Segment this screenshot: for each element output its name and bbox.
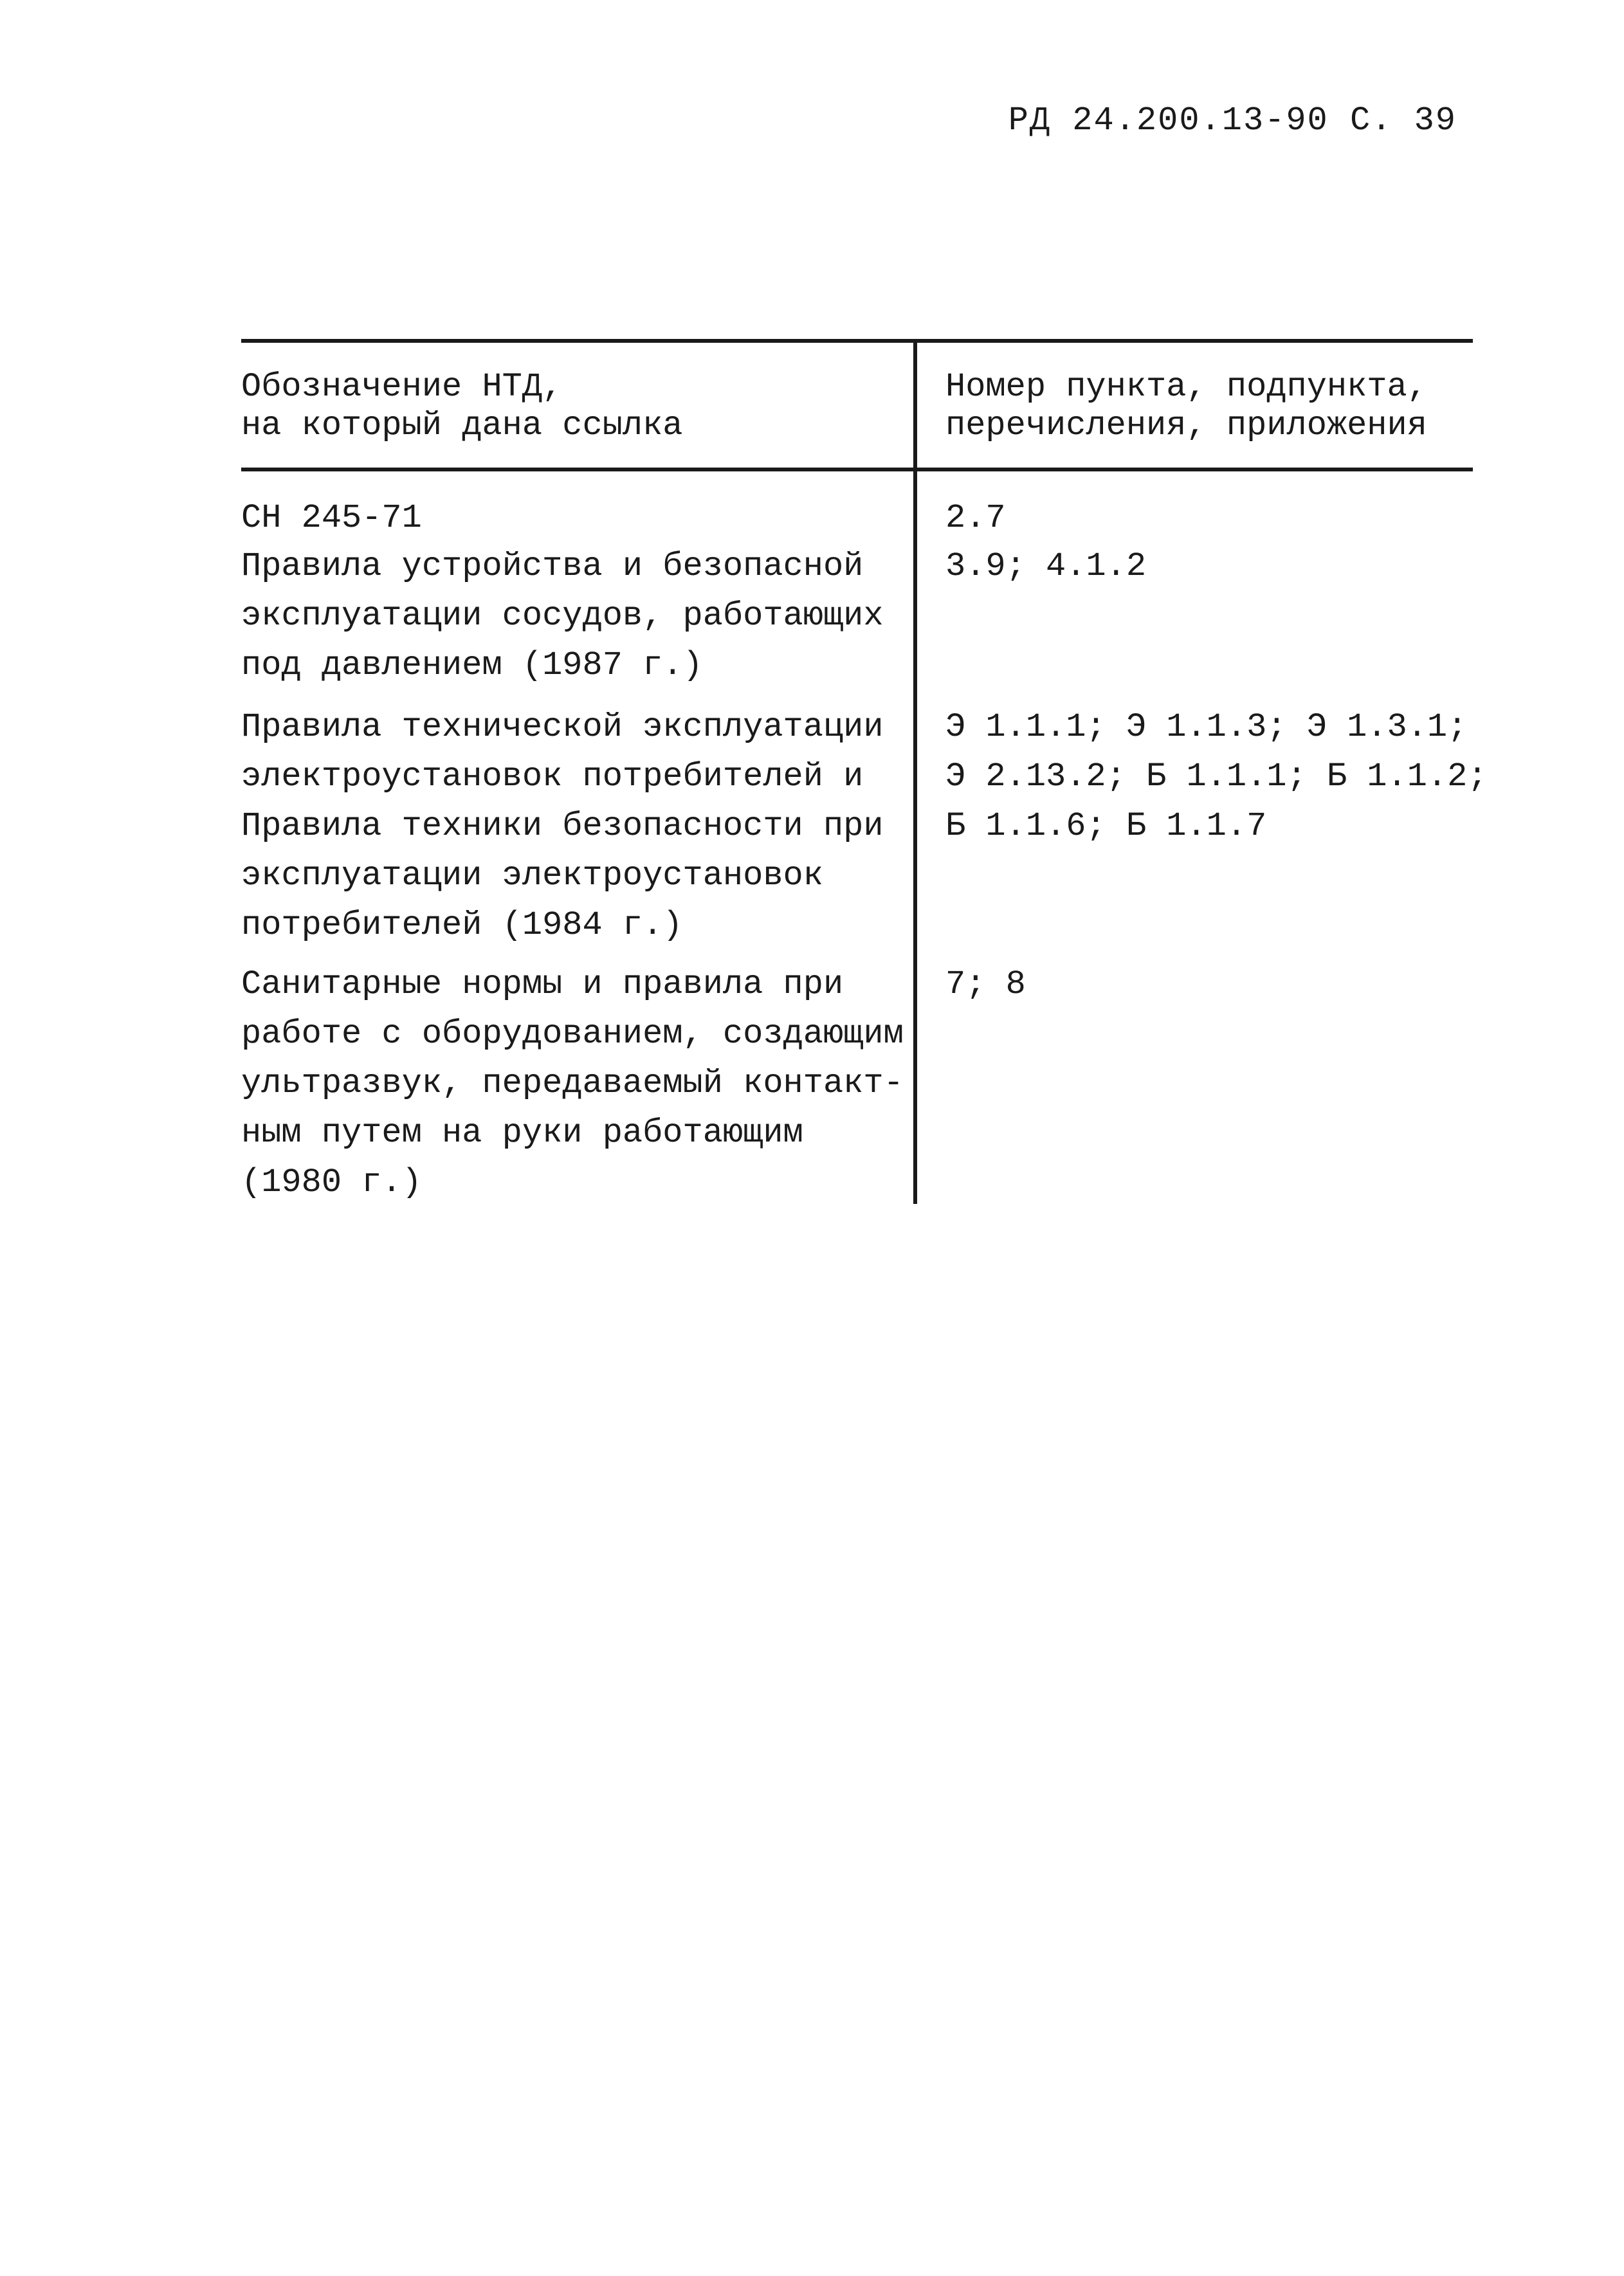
ref-line: 2.7: [945, 499, 1006, 537]
header-cell-document: [241, 368, 683, 445]
header-cell-clause: [945, 368, 1427, 445]
page-header: РД 24.200.13-90 С. 39: [1008, 102, 1457, 140]
ref-line: Э 1.1.1; Э 1.1.3; Э 1.3.1;: [945, 708, 1468, 746]
table-top-rule: [241, 339, 1473, 343]
row-4-refs: [945, 960, 1026, 1009]
doc-line: Правила технической эксплуатации: [241, 708, 884, 746]
row-3-refs: [945, 702, 1488, 851]
doc-line: потребителей (1984 г.): [241, 906, 683, 944]
ref-line: Э 2.13.2; Б 1.1.1; Б 1.1.2;: [945, 758, 1488, 796]
row-1-refs: [945, 493, 1006, 543]
row-2-document: [241, 542, 884, 690]
row-2-refs: [945, 542, 1146, 591]
column-divider: [913, 339, 917, 1204]
doc-line: под давлением (1987 г.): [241, 646, 703, 684]
header-line: Номер пункта, подпункта,: [945, 368, 1427, 406]
doc-line: Правила техники безопасности при: [241, 807, 884, 845]
header-line: на который дана ссылка: [241, 406, 683, 444]
doc-line: электроустановок потребителей и: [241, 758, 864, 796]
doc-line: СН 245-71: [241, 499, 422, 537]
doc-line: Санитарные нормы и правила при: [241, 965, 844, 1003]
doc-line: эксплуатации сосудов, работающих: [241, 597, 884, 635]
reference-table: [241, 339, 1488, 1204]
row-1-document: [241, 493, 422, 543]
row-4-document: [241, 960, 904, 1207]
doc-line: ным путем на руки работающим: [241, 1114, 803, 1152]
header-line: перечисления, приложения: [945, 406, 1427, 444]
header-bottom-rule: [241, 468, 1473, 471]
ref-line: 7; 8: [945, 965, 1026, 1003]
doc-line: Правила устройства и безопасной: [241, 547, 864, 585]
ref-line: 3.9; 4.1.2: [945, 547, 1147, 585]
doc-line: ультразвук, передаваемый контакт-: [241, 1064, 904, 1102]
ref-line: Б 1.1.6; Б 1.1.7: [945, 807, 1267, 845]
doc-line: работе с оборудованием, создающим: [241, 1015, 904, 1053]
doc-line: (1980 г.): [241, 1163, 422, 1201]
doc-line: эксплуатации электроустановок: [241, 857, 823, 895]
row-3-document: [241, 702, 884, 950]
header-line: Обозначение НТД,: [241, 368, 563, 406]
